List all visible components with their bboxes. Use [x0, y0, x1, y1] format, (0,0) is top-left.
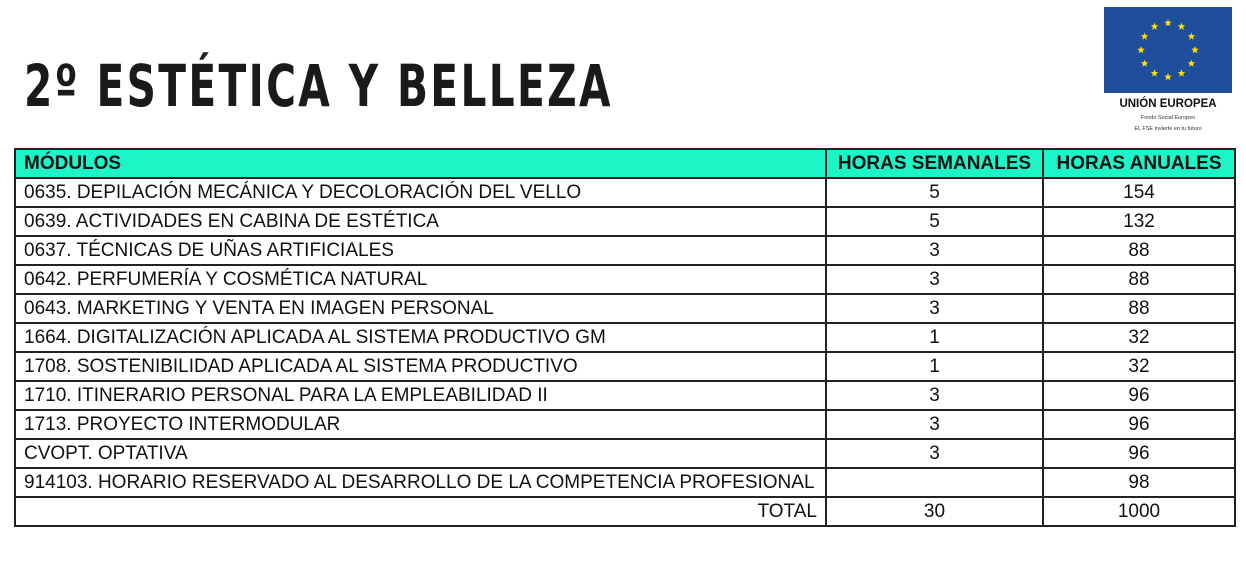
cell-anuales: 32: [1043, 352, 1235, 381]
cell-anuales: 88: [1043, 294, 1235, 323]
cell-anuales: 88: [1043, 265, 1235, 294]
table-header-row: [15, 149, 1235, 178]
cell-anuales: 96: [1043, 439, 1235, 468]
modules-table: [14, 148, 1236, 527]
cell-semanales: 5: [826, 178, 1043, 207]
cell-semanales: 1: [826, 323, 1043, 352]
cell-modulo: 0637. TÉCNICAS DE UÑAS ARTIFICIALES: [15, 236, 826, 265]
cell-modulo: CVOPT. OPTATIVA: [15, 439, 826, 468]
table-row: [15, 410, 1235, 439]
page-title: 2º ESTÉTICA Y BELLEZA: [24, 52, 613, 120]
cell-modulo: 1713. PROYECTO INTERMODULAR: [15, 410, 826, 439]
cell-modulo: 0635. DEPILACIÓN MECÁNICA Y DECOLORACIÓN DEL VELLO: [15, 178, 826, 207]
logo-tagline: EL FSE invierte en tu futuro: [1134, 126, 1202, 132]
cell-modulo: 0639. ACTIVIDADES EN CABINA DE ESTÉTICA: [15, 207, 826, 236]
cell-modulo: 1664. DIGITALIZACIÓN APLICADA AL SISTEMA PRODUCTIVO GM: [15, 323, 826, 352]
header-horas-anuales: HORAS ANUALES: [1043, 149, 1235, 178]
cell-anuales: 96: [1043, 410, 1235, 439]
cell-modulo: 0642. PERFUMERÍA Y COSMÉTICA NATURAL: [15, 265, 826, 294]
cell-modulo: 1710. ITINERARIO PERSONAL PARA LA EMPLEABILIDAD II: [15, 381, 826, 410]
table-row: [15, 236, 1235, 265]
cell-semanales: 3: [826, 410, 1043, 439]
eu-logo: [1104, 7, 1232, 132]
cell-semanales: 5: [826, 207, 1043, 236]
cell-anuales: 96: [1043, 381, 1235, 410]
cell-semanales: 3: [826, 439, 1043, 468]
logo-subtitle: Fondo Social Europeo: [1140, 115, 1196, 121]
cell-anuales: 32: [1043, 323, 1235, 352]
table-row: [15, 352, 1235, 381]
cell-semanales: 3: [826, 236, 1043, 265]
table-row: [15, 468, 1235, 497]
cell-anuales: 98: [1043, 468, 1235, 497]
total-label: TOTAL: [15, 497, 826, 526]
cell-modulo: 0643. MARKETING Y VENTA EN IMAGEN PERSONAL: [15, 294, 826, 323]
header-modulos: MÓDULOS: [15, 149, 826, 178]
cell-semanales: 3: [826, 294, 1043, 323]
total-anuales: 1000: [1043, 497, 1235, 526]
cell-semanales: 3: [826, 381, 1043, 410]
cell-semanales: 1: [826, 352, 1043, 381]
cell-anuales: 154: [1043, 178, 1235, 207]
cell-modulo: 914103. HORARIO RESERVADO AL DESARROLLO DE LA COMPETENCIA PROFESIONAL: [15, 468, 826, 497]
total-semanales: 30: [826, 497, 1043, 526]
table-row: [15, 439, 1235, 468]
table-row: [15, 381, 1235, 410]
cell-anuales: 88: [1043, 236, 1235, 265]
cell-semanales: 3: [826, 265, 1043, 294]
table-row: [15, 323, 1235, 352]
total-row: [15, 497, 1235, 526]
logo-name: UNIÓN EUROPEA: [1119, 98, 1217, 110]
cell-semanales: [826, 468, 1043, 497]
header-horas-semanales: HORAS SEMANALES: [826, 149, 1043, 178]
cell-anuales: 132: [1043, 207, 1235, 236]
table-row: [15, 178, 1235, 207]
table-row: [15, 207, 1235, 236]
table-row: [15, 265, 1235, 294]
eu-flag-icon: [1104, 7, 1232, 93]
cell-modulo: 1708. SOSTENIBILIDAD APLICADA AL SISTEMA PRODUCTIVO: [15, 352, 826, 381]
table-row: [15, 294, 1235, 323]
